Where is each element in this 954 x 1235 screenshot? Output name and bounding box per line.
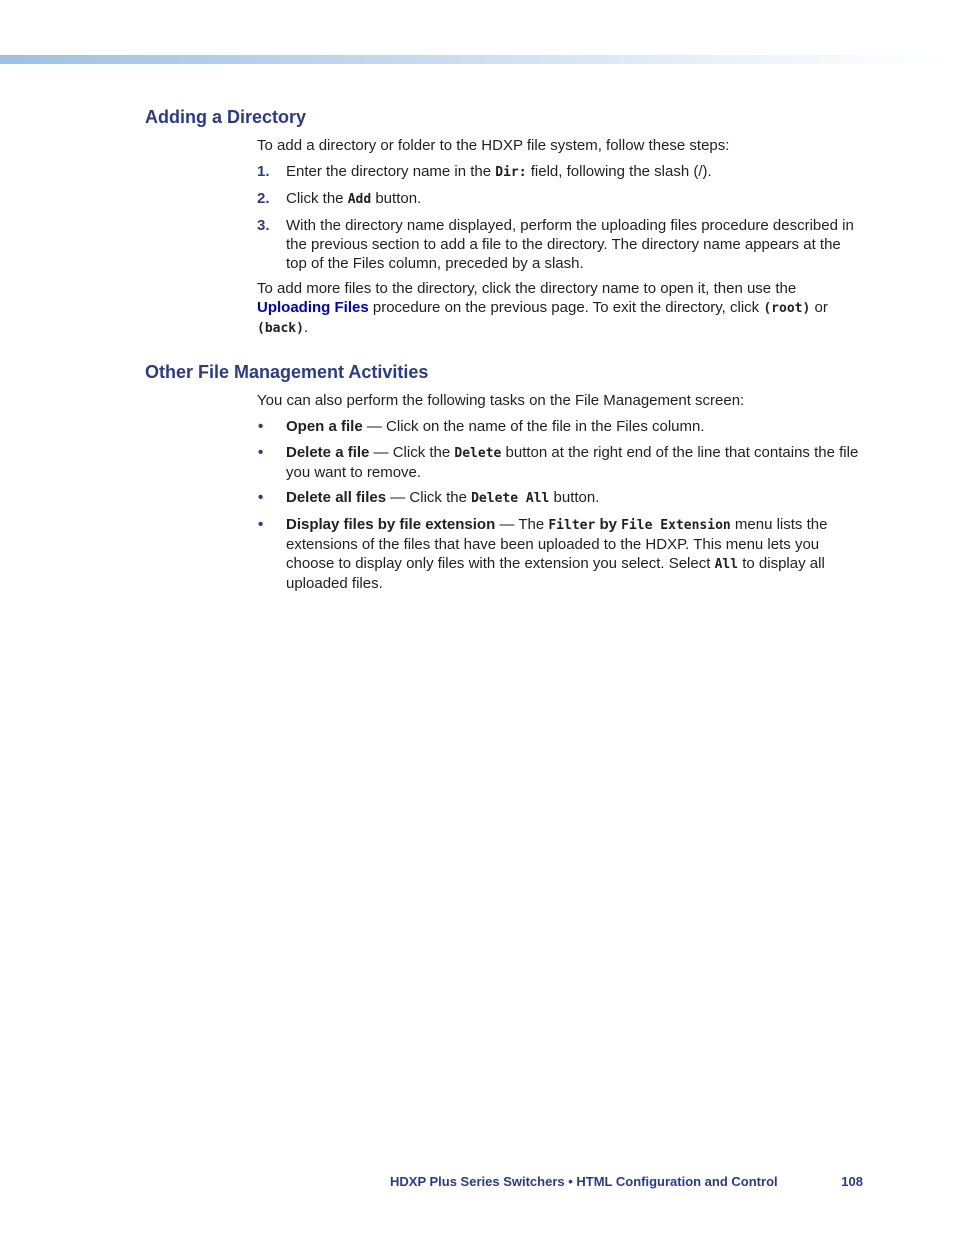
item-text: — Click on the name of the file in the Files column. [362,418,705,435]
footer-title: HDXP Plus Series Switchers • HTML Configuration and Control [390,1174,778,1189]
bullet-icon: • [258,516,264,533]
activities-list [257,417,863,593]
page-number: 108 [841,1174,863,1189]
intro-text: To add a directory or folder to the HDXP file system, follow these steps: [257,137,730,154]
item-text: — Click the [386,489,472,506]
para-text: To add more files to the directory, click the directory name to open it, then use the [257,280,797,297]
code-filter: Filter [548,518,596,533]
item-text: by [595,516,622,533]
code-dir: Dir: [495,165,527,180]
step-number: 1. [257,163,270,180]
code-root: (root) [763,301,811,316]
code-all: All [714,557,739,572]
header-gradient-bar [0,55,954,64]
step-text: field, following the slash (/). [526,163,712,180]
page-footer [390,1174,863,1189]
item-text: — Click the [369,444,455,461]
code-add: Add [347,192,372,207]
bullet-icon: • [258,489,264,506]
step-item [257,216,863,273]
step-text: With the directory name displayed, perform the uploading files procedure described in the previous section to add a file to the directory. The directory name appears at the top of the Files column, preceded by a slash. [286,217,854,272]
intro-text: You can also perform the following tasks on the File Management screen: [257,392,745,409]
step-text: Enter the directory name in the [286,163,496,180]
item-text: button at the right end of the line that contains the file you want to remove. [286,444,859,481]
section-heading-other-activities: Other File Management Activities [145,362,429,382]
bullet-icon: • [258,444,264,461]
bullet-icon: • [258,418,264,435]
list-item [257,417,863,436]
item-title: Open a file [286,418,363,435]
item-title: Delete all files [286,489,387,506]
step-item [257,162,863,182]
step-number: 3. [257,217,270,234]
code-back: (back) [257,321,304,336]
section-body-adding-directory [257,136,863,338]
section-body-other-activities [257,391,863,593]
item-title: Delete a file [286,444,370,461]
step-text: Click the [286,190,348,207]
code-delete: Delete [454,446,502,461]
list-item [257,488,863,508]
step-number: 2. [257,190,270,207]
para-text: . [303,319,309,336]
list-item [257,515,863,593]
directory-paragraph [257,279,863,338]
steps-list [257,162,863,273]
item-text: — The [495,516,549,533]
item-text: menu lists the extensions of the files that have been uploaded to the HDXP. This menu lets you choose to display only files with the extension you select. Select [286,516,828,572]
uploading-files-link[interactable]: Uploading Files [257,299,369,316]
para-text: procedure on the previous page. To exit the directory, click [368,299,764,316]
para-text: or [810,299,828,316]
code-file-extension: File Extension [621,518,731,533]
section-heading-adding-directory: Adding a Directory [145,107,307,127]
step-text: button. [371,190,422,207]
item-text: to display all uploaded files. [286,555,825,592]
code-delete-all: Delete All [471,491,550,506]
item-text: button. [549,489,600,506]
step-item [257,189,863,209]
item-title: Display files by file extension [286,516,496,533]
list-item [257,443,863,482]
